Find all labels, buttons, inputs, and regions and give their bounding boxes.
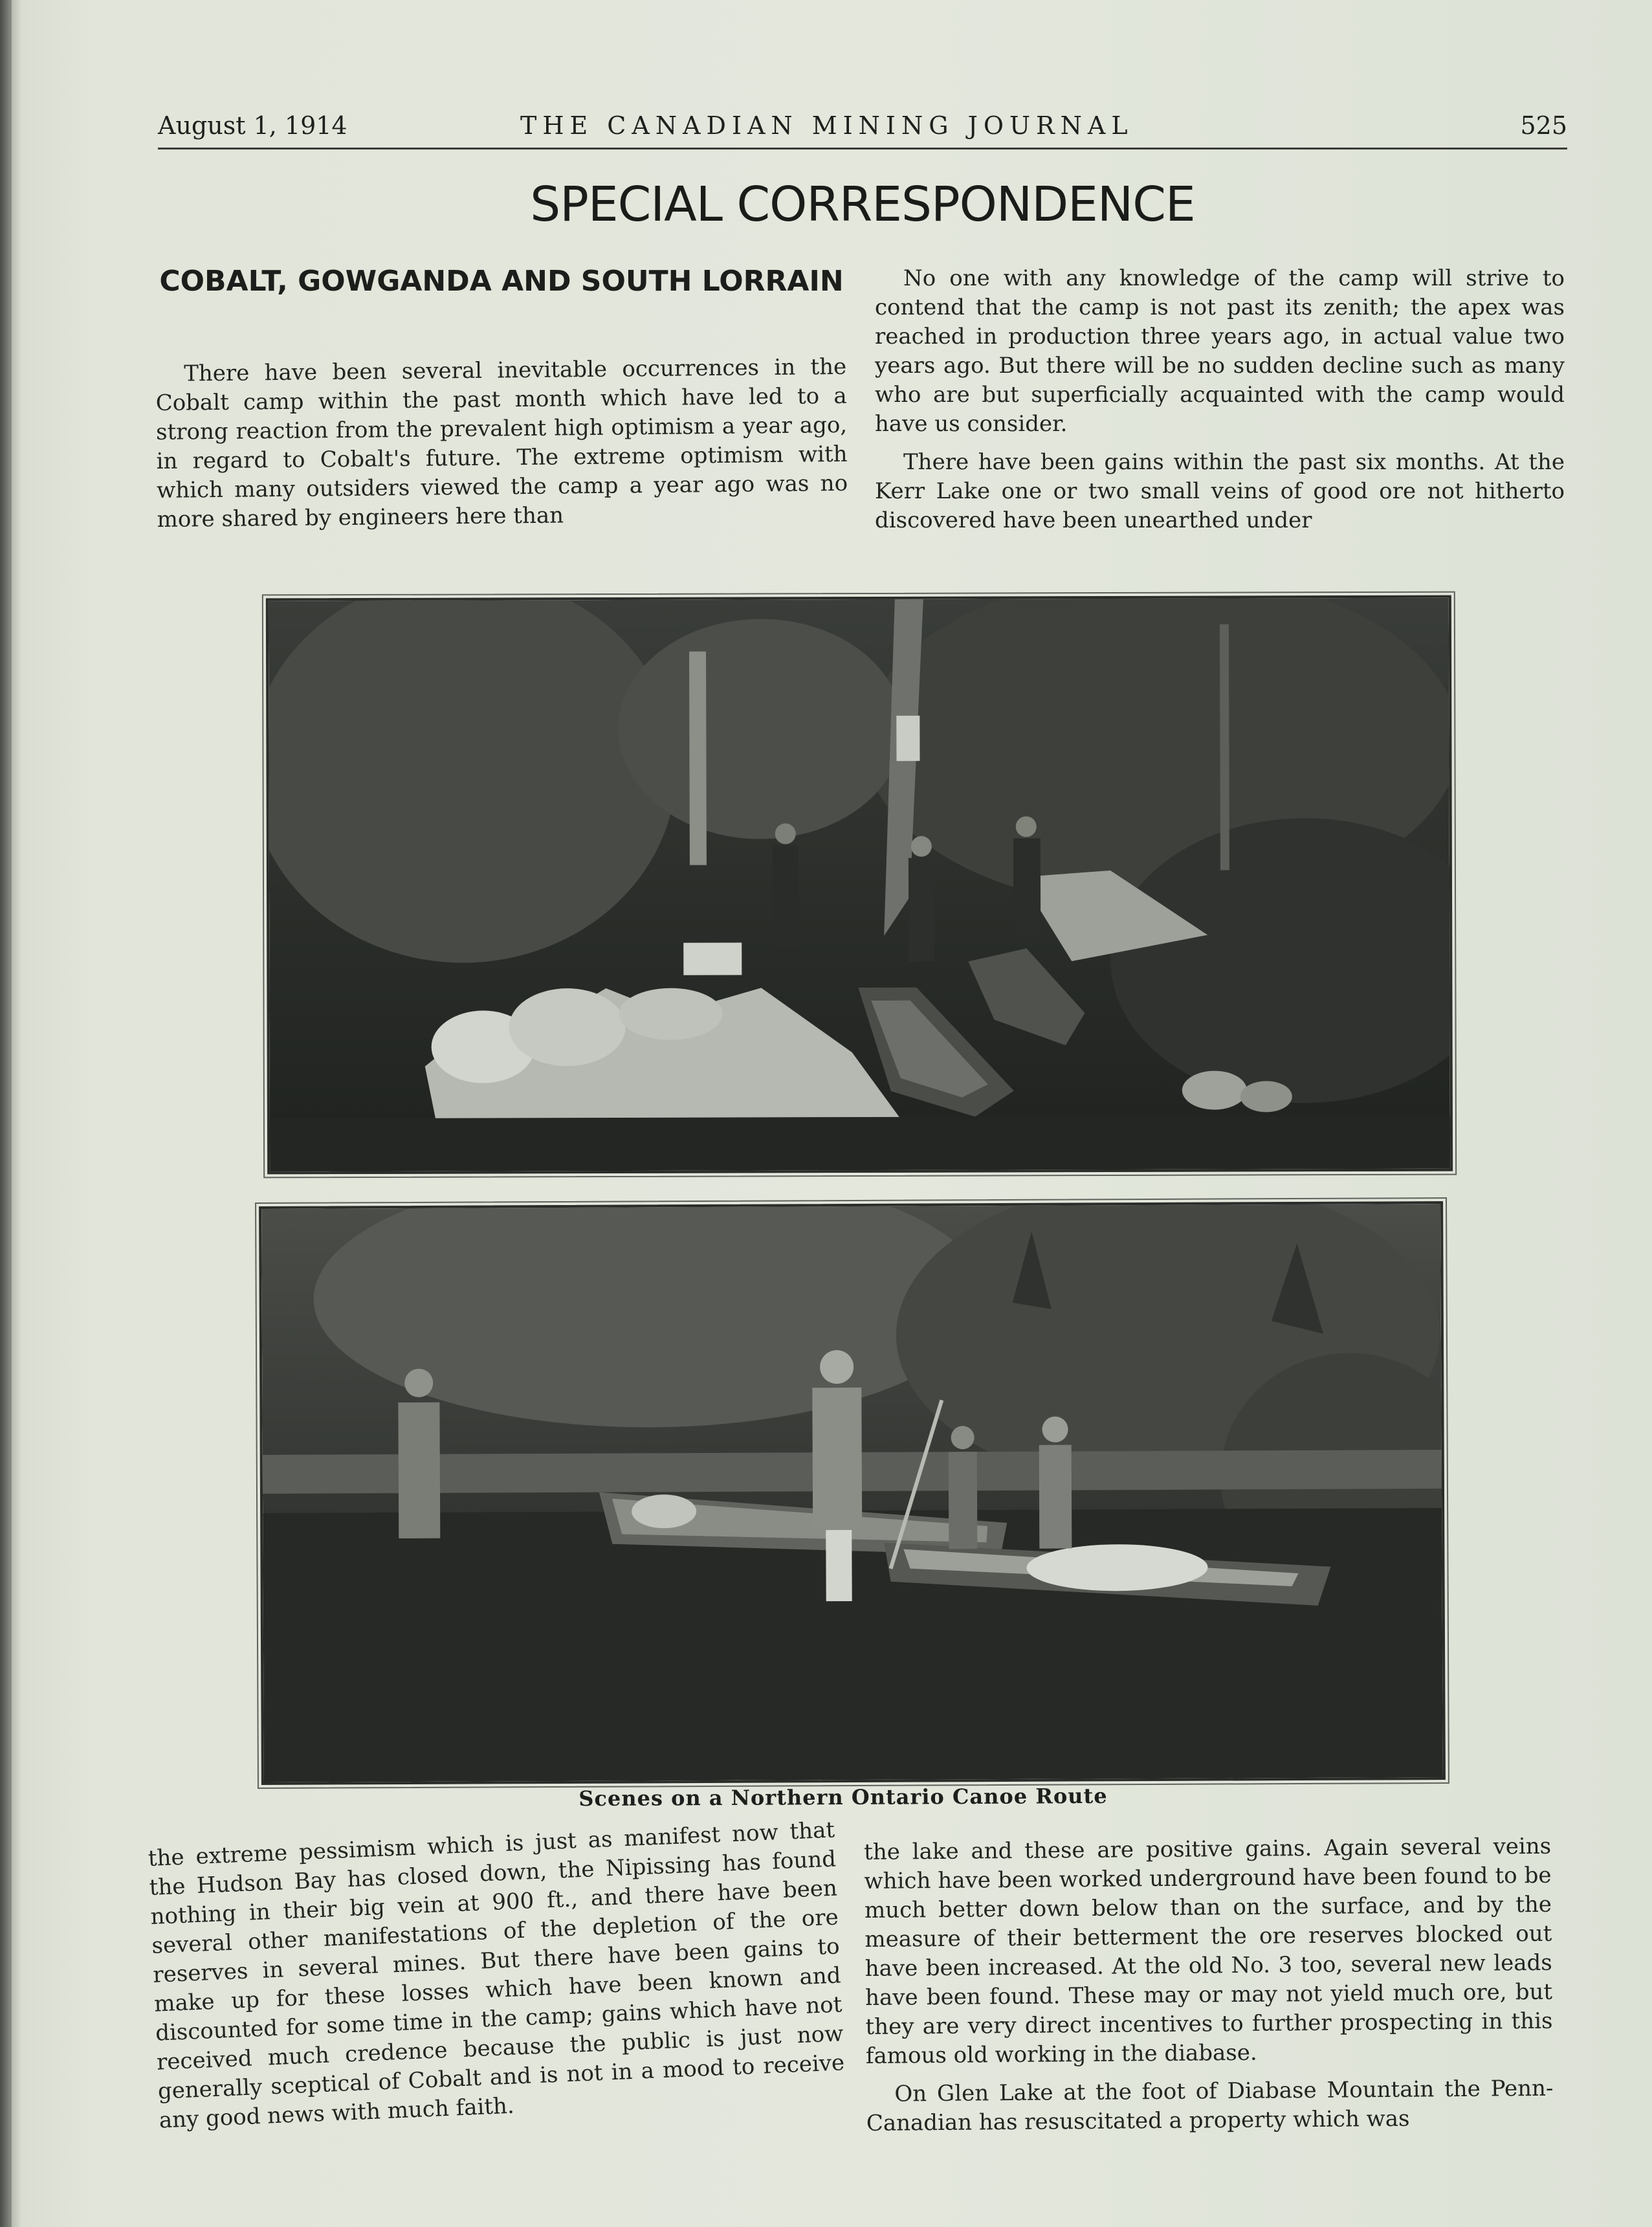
paragraph: the lake and these are positive gains. Again several veins which have been worked underground have been found to be much better down below than on the surface, and by the measure of their betterment the ore reserves blocked out have been increased. At the old No. 3 too, several new leads have been found. These may or may not yield much ore, but they are very direct incentives to further prospecting in this famous old working in the diabase. xyxy=(864,1833,1553,2069)
section-title: SPECIAL CORRESPONDENCE xyxy=(530,177,1195,232)
paragraph: On Glen Lake at the foot of Diabase Mountain the Penn-Canadian has resuscitated a property which was xyxy=(866,2075,1554,2136)
page-spine-shadow xyxy=(0,0,12,2227)
text-column-bottom-right xyxy=(864,1832,1554,2138)
paragraph: There have been several inevitable occurrences in the Cobalt camp within the past month which have led to a strong reaction from the prevalent high optimism a year ago, in regard to Cobalt's future. The extreme optimism with which many outsiders viewed the camp a year ago was no more shared by engineers here than xyxy=(155,353,848,533)
paragraph: the extreme pessimism which is just as manifest now that the Hudson Bay has closed down, the Nipissing has found nothing in their big vein at 900 ft., and there have been several other manifestations of the depletion of the ore reserves in several mines. But there have been gains to make up for these losses which have been known and discounted for some time in the camp; gains which have not received much credence because the public is just now generally sceptical of Cobalt and is not in a mood to receive any good news with much faith. xyxy=(148,1817,845,2134)
running-head xyxy=(158,111,1567,150)
text-column-top-right xyxy=(875,264,1565,535)
page-number: 525 xyxy=(1520,111,1567,140)
paragraph: No one with any knowledge of the camp will strive to contend that the camp is not past its zenith; the apex was reached in production three years ago, in actual value two years ago. But there will be no sudden decline such as many who are but superficially acquainted with the camp would have us consider. xyxy=(875,265,1565,437)
paragraph: There have been gains within the past six months. At the Kerr Lake one or two small veins of good ore not hitherto discovered have been unearthed under xyxy=(875,449,1565,533)
figure-caption: Scenes on a Northern Ontario Canoe Route xyxy=(578,1783,1108,1812)
photo-portage-landing xyxy=(266,595,1453,1175)
text-column-bottom-left xyxy=(148,1816,846,2136)
photo-canoe-crossing-image xyxy=(261,1204,1443,1782)
journal-name: THE CANADIAN MINING JOURNAL xyxy=(520,111,1134,140)
photo-canoe-crossing xyxy=(259,1201,1446,1785)
article-title: COBALT, GOWGANDA AND SOUTH LORRAIN xyxy=(159,265,844,298)
issue-date: August 1, 1914 xyxy=(158,111,347,140)
text-column-top-left xyxy=(155,353,848,535)
header-rule xyxy=(158,148,1567,150)
photo-portage-landing-image xyxy=(269,598,1450,1172)
